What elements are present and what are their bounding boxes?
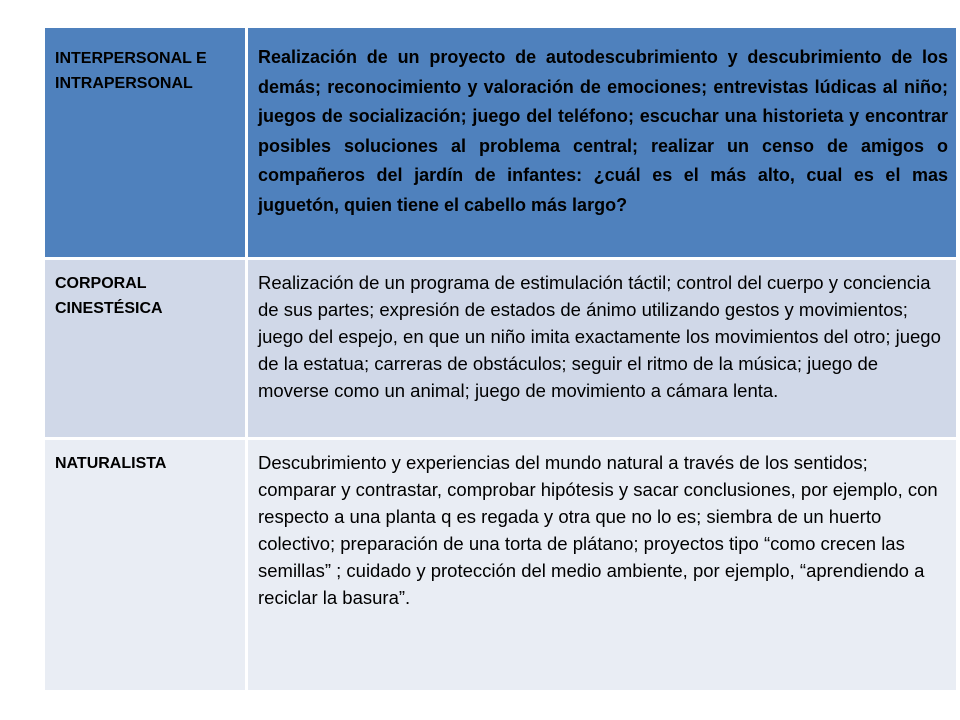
table-row-interpersonal [45, 28, 958, 258]
intelligence-label: CORPORAL CINESTÉSICA [45, 258, 247, 438]
activities-table [45, 28, 959, 693]
activities-description: Realización de un proyecto de autodescubrimiento y descubrimiento de los demás; reconocimiento y valoración de emociones; entrevistas lúdicas al niño; juegos de socialización; juego del teléfono; escuchar una historieta y encontrar posibles soluciones al problema central; realizar un censo de amigos o compañeros del jardín de infantes: ¿cuál es el más alto, cual es el mas juguetón, quien tiene el cabello más largo? [247, 28, 958, 258]
activities-description: Realización de un programa de estimulación táctil; control del cuerpo y conciencia de sus partes; expresión de estados de ánimo utilizando gestos y movimientos; juego del espejo, en que un niño imita exactamente los movimientos del otro; juego de la estatua; carreras de obstáculos; seguir el ritmo de la música; juego de moverse como un animal; juego de movimiento a cámara lenta. [247, 258, 958, 438]
table-row-naturalista [45, 438, 958, 692]
intelligence-label: NATURALISTA [45, 438, 247, 692]
activities-description: Descubrimiento y experiencias del mundo natural a través de los sentidos; comparar y contrastar, comprobar hipótesis y sacar conclusiones, por ejemplo, con respecto a una planta q es regada y otra que no lo es; siembra de un huerto colectivo; preparación de una torta de plátano; proyectos tipo “como crecen las semillas” ; cuidado y protección del medio ambiente, por ejemplo, “aprendiendo a reciclar la basura”. [247, 438, 958, 692]
table-row-corporal [45, 258, 958, 438]
intelligence-label: INTERPERSONAL E INTRAPERSONAL [45, 28, 247, 258]
